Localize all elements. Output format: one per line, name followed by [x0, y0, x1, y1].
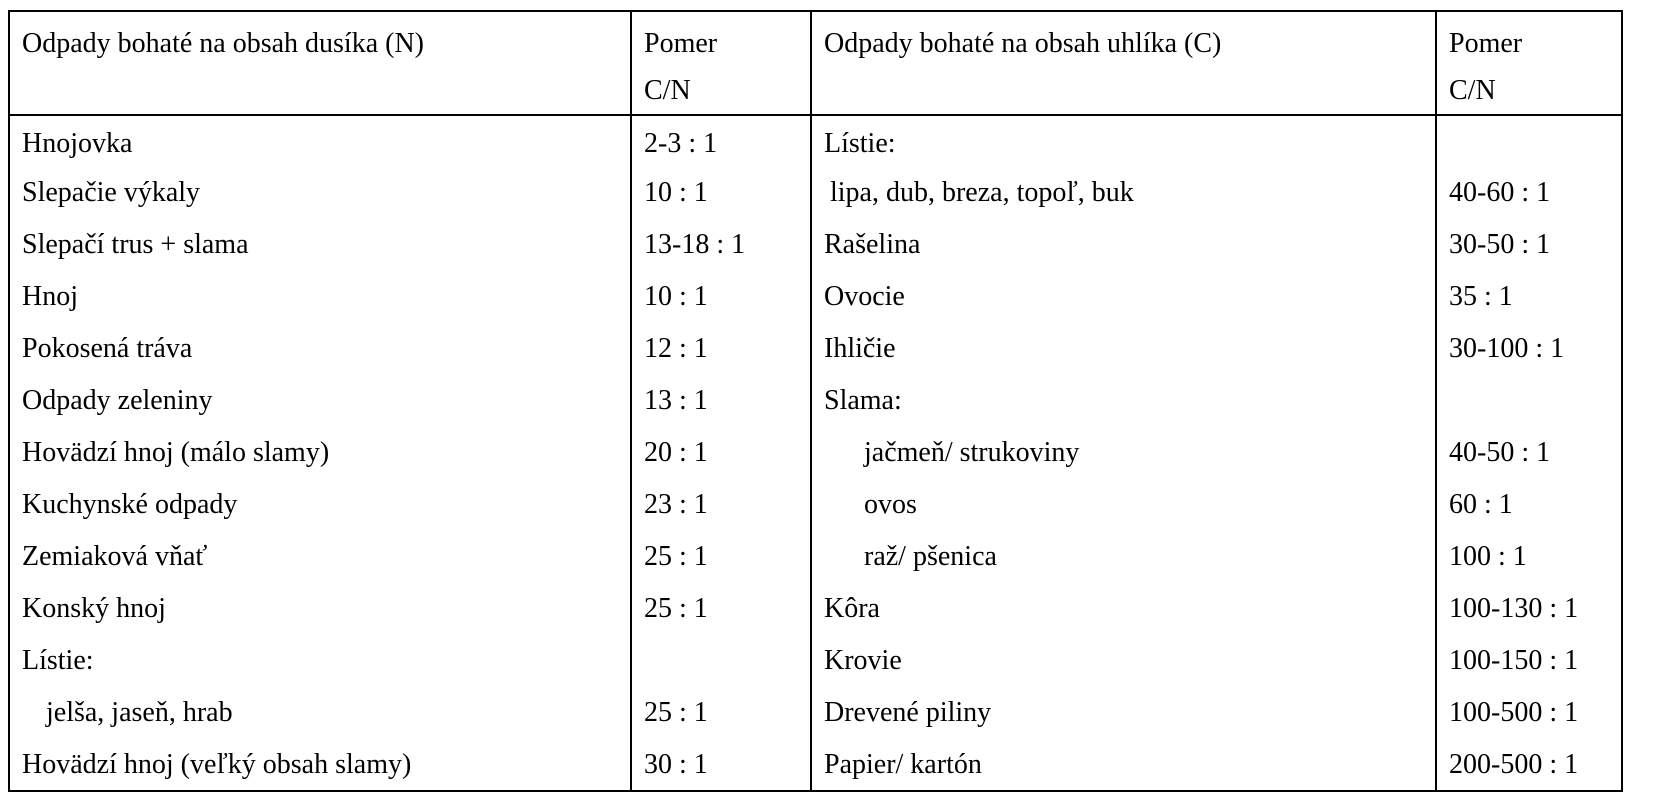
- nitrogen-ratio-cell: 20 : 1: [631, 427, 811, 479]
- header-nitrogen-waste: [9, 11, 631, 115]
- nitrogen-waste-cell: Slepačí trus + slama: [9, 219, 631, 271]
- header-carbon-ratio-line1: Pomer: [1449, 28, 1523, 59]
- header-carbon-waste-label: Odpady bohaté na obsah uhlíka (C): [824, 28, 1222, 59]
- carbon-ratio-cell: 60 : 1: [1436, 479, 1622, 531]
- carbon-ratio-cell: 40-60 : 1: [1436, 167, 1622, 219]
- carbon-ratio-cell: 30-100 : 1: [1436, 323, 1622, 375]
- carbon-ratio-cell: 30-50 : 1: [1436, 219, 1622, 271]
- nitrogen-ratio-cell: 25 : 1: [631, 687, 811, 739]
- carbon-waste-cell: Drevené piliny: [811, 687, 1436, 739]
- table-row: [9, 635, 1622, 687]
- cn-ratio-table: [8, 10, 1623, 792]
- carbon-waste-cell: Lístie:: [811, 115, 1436, 167]
- nitrogen-ratio-cell: [631, 635, 811, 687]
- carbon-waste-cell: raž/ pšenica: [811, 531, 1436, 583]
- header-carbon-waste: [811, 11, 1436, 115]
- table-row: [9, 271, 1622, 323]
- nitrogen-ratio-cell: 23 : 1: [631, 479, 811, 531]
- nitrogen-waste-cell: Slepačie výkaly: [9, 167, 631, 219]
- nitrogen-ratio-cell: 10 : 1: [631, 167, 811, 219]
- nitrogen-waste-cell: Zemiaková vňať: [9, 531, 631, 583]
- nitrogen-waste-cell: Konský hnoj: [9, 583, 631, 635]
- header-nitrogen-ratio: [631, 11, 811, 115]
- carbon-waste-cell: Papier/ kartón: [811, 739, 1436, 791]
- nitrogen-ratio-cell: 10 : 1: [631, 271, 811, 323]
- carbon-waste-cell: ovos: [811, 479, 1436, 531]
- carbon-ratio-cell: 100 : 1: [1436, 531, 1622, 583]
- table-row: [9, 427, 1622, 479]
- carbon-ratio-cell: 40-50 : 1: [1436, 427, 1622, 479]
- nitrogen-ratio-cell: 12 : 1: [631, 323, 811, 375]
- table-row: [9, 115, 1622, 167]
- nitrogen-ratio-cell: 25 : 1: [631, 583, 811, 635]
- table-row: [9, 531, 1622, 583]
- nitrogen-ratio-cell: 25 : 1: [631, 531, 811, 583]
- header-row: [9, 11, 1622, 115]
- carbon-ratio-cell: [1436, 115, 1622, 167]
- carbon-waste-cell: Rašelina: [811, 219, 1436, 271]
- table-row: [9, 479, 1622, 531]
- carbon-ratio-cell: [1436, 375, 1622, 427]
- table-header: [9, 11, 1622, 115]
- nitrogen-ratio-cell: 13-18 : 1: [631, 219, 811, 271]
- nitrogen-waste-cell: Hovädzí hnoj (málo slamy): [9, 427, 631, 479]
- nitrogen-waste-cell: Hovädzí hnoj (veľký obsah slamy): [9, 739, 631, 791]
- nitrogen-waste-cell: Lístie:: [9, 635, 631, 687]
- carbon-waste-cell: Slama:: [811, 375, 1436, 427]
- carbon-ratio-cell: 35 : 1: [1436, 271, 1622, 323]
- nitrogen-waste-cell: Odpady zeleniny: [9, 375, 631, 427]
- carbon-waste-cell: Krovie: [811, 635, 1436, 687]
- carbon-waste-cell: Ihličie: [811, 323, 1436, 375]
- nitrogen-waste-cell: Hnoj: [9, 271, 631, 323]
- table-row: [9, 687, 1622, 739]
- nitrogen-waste-cell: Pokosená tráva: [9, 323, 631, 375]
- carbon-ratio-cell: 100-130 : 1: [1436, 583, 1622, 635]
- table-body: [9, 115, 1622, 791]
- nitrogen-waste-cell: Kuchynské odpady: [9, 479, 631, 531]
- carbon-waste-cell: Kôra: [811, 583, 1436, 635]
- nitrogen-ratio-cell: 30 : 1: [631, 739, 811, 791]
- carbon-waste-cell: jačmeň/ strukoviny: [811, 427, 1436, 479]
- table-row: [9, 739, 1622, 791]
- table-row: [9, 219, 1622, 271]
- header-nitrogen-ratio-line2: C/N: [644, 75, 691, 106]
- nitrogen-ratio-cell: 13 : 1: [631, 375, 811, 427]
- carbon-waste-cell: Ovocie: [811, 271, 1436, 323]
- carbon-waste-cell: lipa, dub, breza, topoľ, buk: [811, 167, 1436, 219]
- table-row: [9, 583, 1622, 635]
- table-row: [9, 375, 1622, 427]
- carbon-ratio-cell: 100-150 : 1: [1436, 635, 1622, 687]
- cn-ratio-table-container: [8, 10, 1623, 792]
- table-row: [9, 323, 1622, 375]
- carbon-ratio-cell: 200-500 : 1: [1436, 739, 1622, 791]
- nitrogen-waste-cell: Hnojovka: [9, 115, 631, 167]
- table-row: [9, 167, 1622, 219]
- nitrogen-ratio-cell: 2-3 : 1: [631, 115, 811, 167]
- carbon-ratio-cell: 100-500 : 1: [1436, 687, 1622, 739]
- header-nitrogen-ratio-line1: Pomer: [644, 28, 718, 59]
- header-carbon-ratio-line2: C/N: [1449, 75, 1496, 106]
- nitrogen-waste-cell: jelša, jaseň, hrab: [9, 687, 631, 739]
- header-nitrogen-waste-label: Odpady bohaté na obsah dusíka (N): [22, 28, 425, 59]
- header-carbon-ratio: [1436, 11, 1622, 115]
